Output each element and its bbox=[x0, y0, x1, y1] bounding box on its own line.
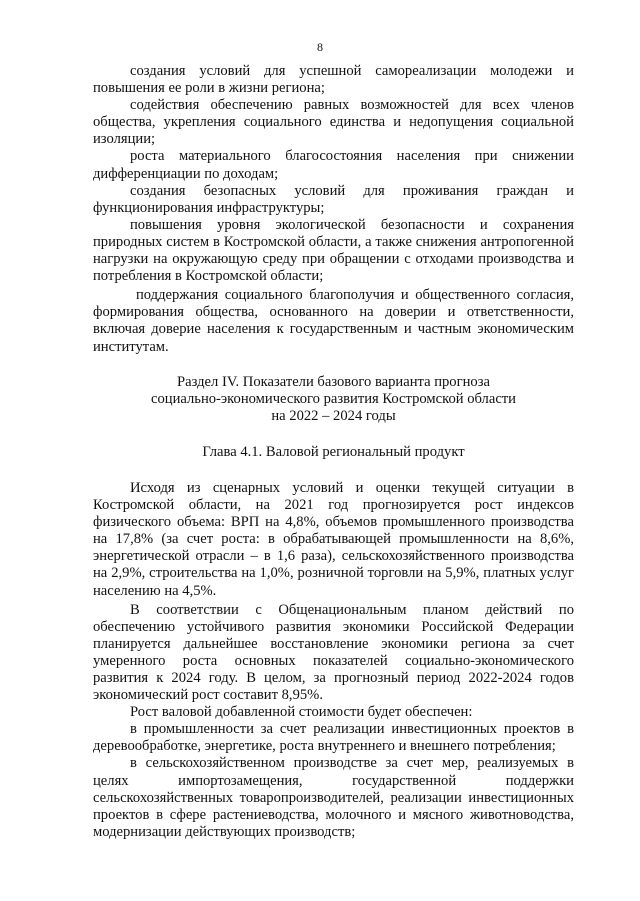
section-heading-line: социально-экономического развития Костромской области bbox=[151, 390, 516, 407]
body-paragraph: В соответствии с Общенациональным планом действий по обеспечению устойчивого развития экономики Российской Федерации планируется дальнейшее восстановление экономики региона за счет умеренного роста основных показателей социально-экономического развития к 2024 году. В целом, за прогнозный период 2022-2024 годов экономический рост составит 8,95%. bbox=[93, 601, 574, 704]
section-heading-line: на 2022 – 2024 годы bbox=[271, 407, 396, 424]
body-paragraph: в сельскохозяйственном производстве за счет мер, реализуемых в целях импортозамещения, государственной поддержки сельскохозяйственных товаропроизводителей, реализации инвестиционных проектов в сфере растениеводства, молочного и мясного животноводства, модернизации действующих производств; bbox=[93, 755, 574, 840]
page-number: 8 bbox=[317, 40, 323, 54]
intro-item: создания безопасных условий для проживания граждан и функционирования инфраструктуры; bbox=[93, 182, 574, 216]
intro-item: создания условий для успешной самореализации молодежи и повышения ее роли в жизни региона; bbox=[93, 63, 574, 97]
intro-item: содействия обеспечению равных возможностей для всех членов общества, укрепления социального единства и недопущения социальной изоляции; bbox=[93, 97, 574, 148]
intro-item: поддержания социального благополучия и общественного согласия, формирования общества, основанного на доверии и ответственности, включая доверие населения к государственным и частным экономическим институтам. bbox=[93, 287, 574, 355]
body-paragraph: Исходя из сценарных условий и оценки текущей ситуации в Костромской области, на 2021 год прогнозируется рост индексов физического объема: ВРП на 4,8%, объемов промышленного производства на 17,8% (за счет роста: в обрабатывающей промышленности на 8,6%, энергетической отрасли – в 1,6 раза), сельскохозяйственного производства на 2,9%, строительства на 1,0%, розничной торговли на 5,9%, платных услуг населению на 4,5%. bbox=[93, 479, 574, 599]
intro-item: роста материального благосостояния населения при снижении дифференциации по доходам; bbox=[93, 148, 574, 182]
chapter-heading: Глава 4.1. Валовой региональный продукт bbox=[202, 443, 465, 460]
body-paragraph: Рост валовой добавленной стоимости будет обеспечен: bbox=[130, 704, 473, 721]
body-paragraph: в промышленности за счет реализации инвестиционных проектов в деревообработке, энергетике, роста внутреннего и внешнего потребления; bbox=[93, 721, 574, 755]
section-heading bbox=[93, 374, 574, 425]
page-content bbox=[93, 63, 574, 841]
section-heading-line: Раздел IV. Показатели базового варианта прогноза bbox=[177, 373, 490, 390]
intro-item: повышения уровня экологической безопасности и сохранения природных систем в Костромской области, а также снижения антропогенной нагрузки на окружающую среду при обращении с отходами производства и потребления в Костромской области; bbox=[93, 216, 574, 285]
